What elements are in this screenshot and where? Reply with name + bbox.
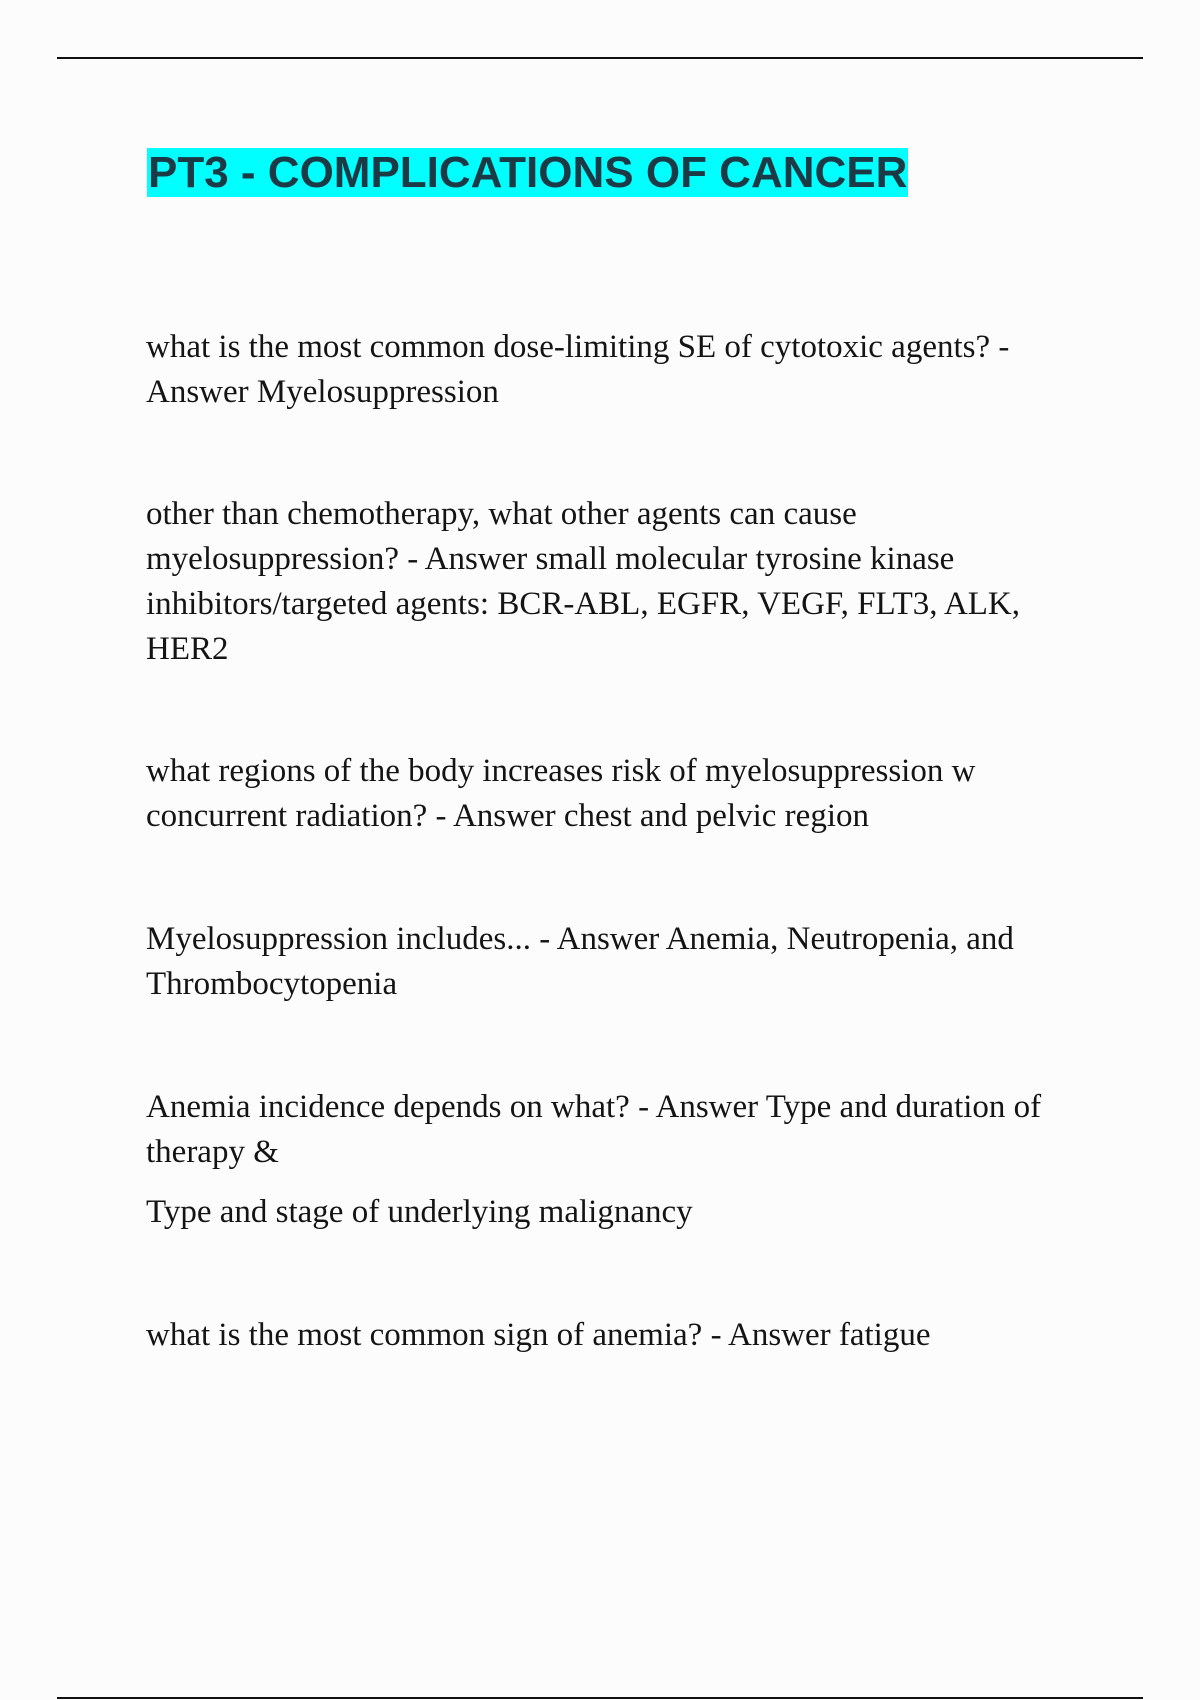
- qa-item-1: [146, 325, 1086, 415]
- answer-continuation-text: Type and stage of underlying malignancy: [146, 1194, 693, 1230]
- question-text: Anemia incidence depends on what?: [146, 1089, 630, 1125]
- qa-item-4: [146, 917, 1086, 1007]
- question-text: what is the most common sign of anemia?: [146, 1317, 703, 1353]
- answer-separator: - Answer: [398, 541, 536, 577]
- question-text: other than chemotherapy, what other agents can cause myelosuppression?: [146, 496, 857, 577]
- qa-item-5: [146, 1085, 1086, 1235]
- title-highlight: PT3 - COMPLICATIONS OF CANCER: [148, 148, 908, 197]
- page-title: [145, 146, 910, 202]
- qa-item-3: [146, 749, 1086, 839]
- answer-text: Type and duration of therapy &: [146, 1089, 1042, 1170]
- answer-separator: - Answer: [427, 798, 564, 834]
- answer-separator: - Answer: [702, 1317, 839, 1353]
- question-text: Myelosuppression includes...: [146, 921, 531, 957]
- question-text: what regions of the body increases risk of myelosuppression w concurrent radiation?: [146, 753, 976, 834]
- answer-text: Myelosuppression: [256, 374, 499, 410]
- qa-item-6: [146, 1313, 1086, 1358]
- answer-text: Anemia, Neutropenia, and Thrombocytopenia: [146, 921, 1014, 1002]
- bottom-rule: [57, 1697, 1143, 1699]
- answer-separator: - Answer: [146, 329, 1010, 410]
- answer-text: small molecular tyrosine kinase inhibitors/targeted agents: BCR-ABL, EGFR, VEGF, FLT3, ALK, HER2: [146, 541, 1021, 667]
- answer-separator: - Answer: [629, 1089, 766, 1125]
- top-rule: [57, 57, 1143, 59]
- answer-separator: - Answer: [530, 921, 666, 957]
- answer-text: fatigue: [838, 1317, 931, 1353]
- question-text: what is the most common dose-limiting SE of cytotoxic agents?: [146, 329, 991, 365]
- qa-item-2: [146, 492, 1086, 672]
- answer-text: chest and pelvic region: [563, 798, 869, 834]
